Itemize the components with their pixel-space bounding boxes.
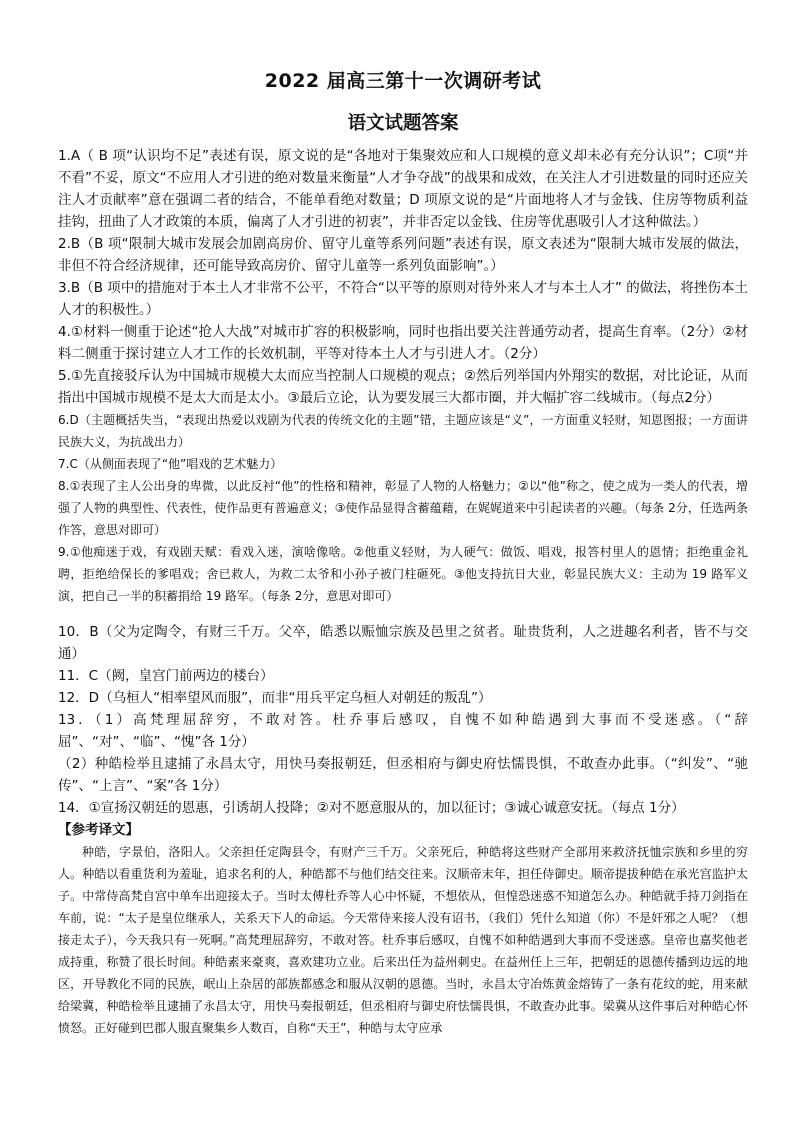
answer-subtitle: 语文试题答案 [347,113,459,134]
answer-11: 11．C（阙，皇宫门前两边的楼台） [58,668,274,684]
answer-6: 6.D（主题概括失当，“表现出热爱以戏剧为代表的传统文化的主题”错，主题应该是“义”，一方面重义轻财，知恩图报；一方面讲民族大义，为抗战出力） [58,413,748,449]
answer-14: 14．①宣扬汉朝廷的恩惠，引诱胡人投降；②对不愿意服从的，加以征讨；③诚心诚意安抚。（每点 1分） [58,800,685,816]
answer-9: 9.①他痴迷于戏，有戏剧天赋：看戏入迷，演啥像啥。②他重义轻财，为人硬气：做饭、唱戏，报答村里人的恩情；拒绝重金礼聘，拒绝给保长的爹唱戏；舍已救人，为救二太爷和小孙子被门柱砸死。③他支持抗日大业，彰显民族大义：主动为 19 路军义演，把自己一半的积蓄捐给 19 路军。（每条 2分，意思对即可） [58,545,748,603]
answer-13-part-2: （2）种皓检举且逮捕了永昌太守，用快马奏报朝廷，但丞相府与御史府怯懦畏惧，不敢查办此事。（“纠发”、“驰传”、“上言”、“案”各 1分） [58,756,748,794]
answer-8: 8.①表现了主人公出身的卑微，以此反衬“他”的性格和精神，彰显了人物的人格魅力；②以“他”称之，使之成为一类人的代表，增强了人物的典型性、代表性，使作品更有普遍意义；③使作品显得含蓄蕴藉，在娓娓道来中引起读者的兴趣。（每条 2分，任选两条作答，意思对即可） [58,479,748,537]
translation-text: 种皓，字景伯，洛阳人。父亲担任定陶县令，有财产三千万。父亲死后，种皓将这些财产全部用来救济抚恤宗族和乡里的穷人。种皓以看重货利为羞耻，追求名利的人，种皓都不与他们结交往来。汉顺帝末年，担任侍御史。顺帝提拔种皓在承光宫监护太子。中常侍高梵自宫中单车出迎接太子。当时太傅杜乔等人心中怀疑，不想依从，但惶恐迷惑不知道怎么办。种皓就手持刀剑指在车前，说：“太子是皇位继承人，关系天下人的命运。今天常侍来接人没有诏书，（我们）凭什么知道（你）不是奸邪之人呢？（想接走太子），今天我只有一死啊。”高梵理屈辞穷，不敢对答。杜乔事后感叹，自愧不如种皓遇到大事而不受迷惑。皇帝也嘉奖他老成持重，称赞了很长时间。种皓素来豪爽，喜欢建功立业。后来出任为益州刺史。在益州任上三年，把朝廷的恩德传播到边远的地区，开导教化不同的民族，岷山上杂居的部族都感念和服从汉朝的恩德。当时，永昌太守冶炼黄金熔铸了一条有花纹的蛇，用来献给梁冀，种皓检举且逮捕了永昌太守，用快马奏报朝廷，但丞相府与御史府怯懦畏惧，不敢查办此事。梁冀从这件事后对种皓心怀愤怒。正好碰到巴郡人服直聚集乡人数百，自称“天王”，种皓与太守应承 [58,845,748,1035]
answer-1: 1.A（ B 项“认识均不足”表述有误，原文说的是“各地对于集聚效应和人口规模的意义却未必有充分认识”；C项“并不看”不妥，原文“不应用人才引进的绝对数量来衡量“人才争夺战”的战果和成效，在关注人才引进数量的同时还应关注人才贡献率”意在强调二者的结合，不能单看绝对数量；D 项原文说的是“片面地将人才与金钱、住房等物质利益挂钩，扭曲了人才政策的本质，偏离了人才引进的初衷”，并非否定以金钱、住房等优惠吸引人才这种做法。） [58,148,748,230]
answer-12: 12．D（乌桓人“相率望风而服”，而非“用兵平定乌桓人对朝廷的叛乱”） [58,690,492,706]
answer-10: 10．B（父为定陶令，有财三千万。父卒，皓悉以赈恤宗族及邑里之贫者。耻贵货利，人之进趣名利者，皆不与交通） [58,624,748,662]
translation-heading: 【参考译文】 [58,822,139,838]
answer-4: 4.①材料一侧重于论述“抢人大战”对城市扩容的积极影响，同时也指出要关注普通劳动者，提高生育率。（2分）②材料二侧重于探讨建立人才工作的长效机制，平等对待本土人才与引进人才。（2分） [58,324,748,362]
section-gap [58,607,748,621]
answer-13-part-1: 13．（1）高梵理屈辞穷，不敢对答。杜乔事后感叹，自愧不如种皓遇到大事而不受迷惑。（“辞屈”、“对”、“临”、“愧”各 1分） [58,712,748,750]
answer-5: 5.①先直接驳斥认为中国城市规模大太而应当控制人口规模的观点；②然后列举国内外翔实的数据，对比论证，从而指出中国城市规模不是太大而是太小。③最后立论，认为要发展三大都市圈，并大幅扩容二线城市。（每点2分） [58,368,748,406]
answer-7: 7.C（从侧面表现了“他”唱戏的艺术魅力） [58,457,283,471]
answer-3: 3.B（B 项中的措施对于本土人才非常不公平，不符合“以平等的原则对待外来人才与本土人才” 的做法，将挫伤本土人才的积极性。） [58,280,748,318]
answer-2: 2.B（B 项“限制大城市发展会加剧高房价、留守儿童等系列问题”表述有误，原文表述为“限制大城市发展的做法，非但不符合经济规律，还可能导致高房价、留守儿童等一系列负面影响”。） [58,236,748,274]
exam-title: 2022 届高三第十一次调研考试 [264,70,542,92]
